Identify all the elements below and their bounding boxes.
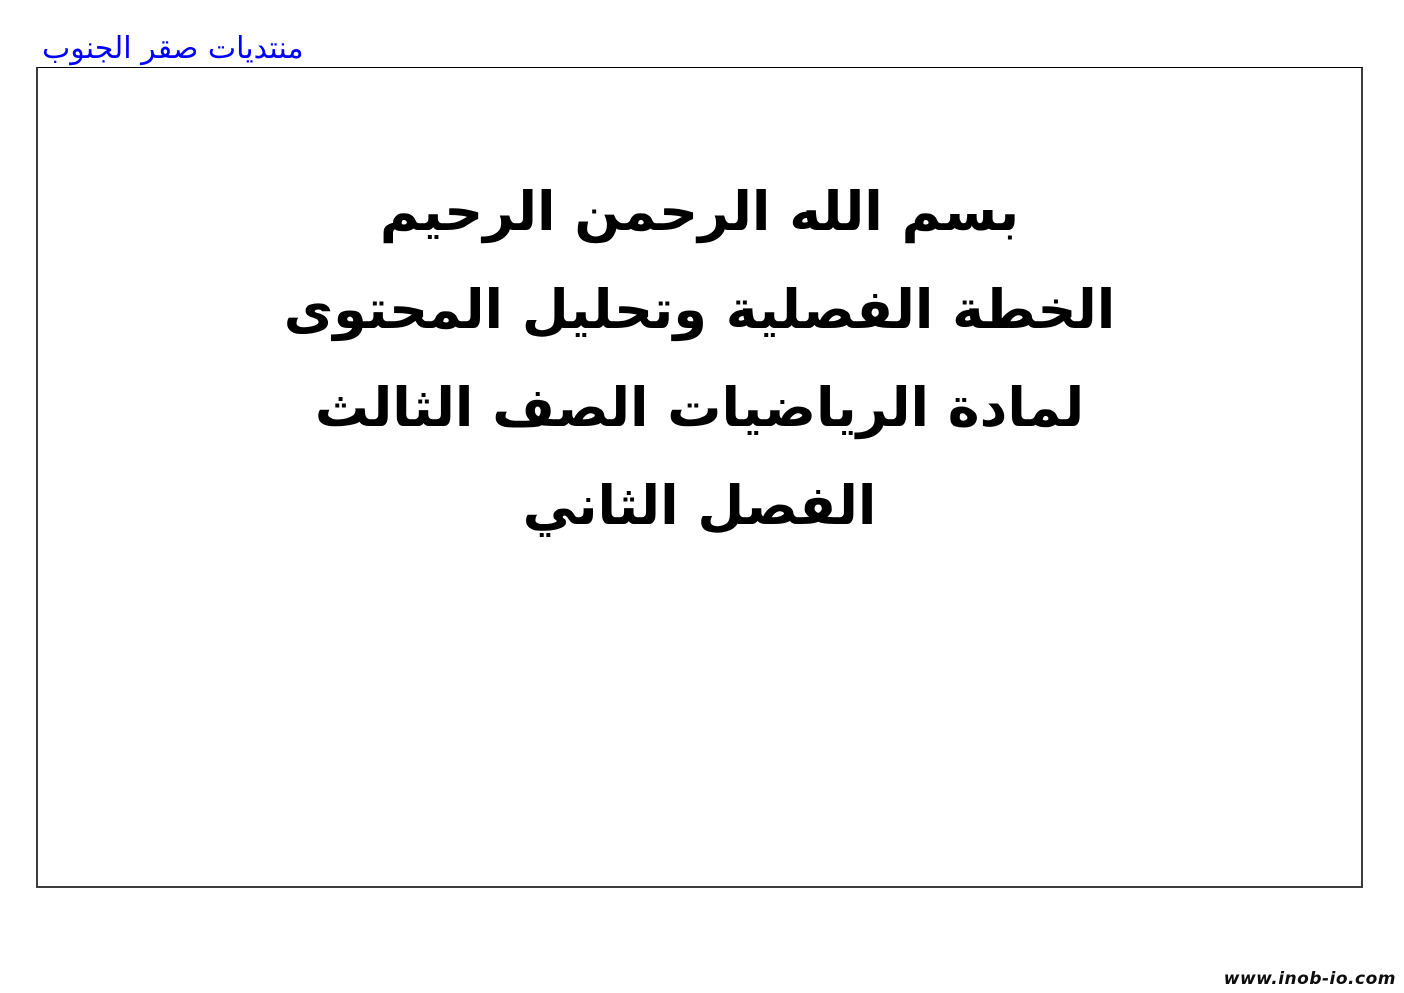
subject-grade-line: لمادة الرياضيات الصف الثالث [314, 376, 1085, 439]
document-border-frame [36, 67, 1363, 888]
semester-line: الفصل الثاني [522, 474, 877, 537]
title-block [38, 163, 1361, 555]
plan-title-line: الخطة الفصلية وتحليل المحتوى [283, 278, 1116, 341]
forum-link[interactable]: منتديات صقر الجنوب [42, 31, 304, 66]
bismillah-line: بسم الله الرحمن الرحيم [379, 180, 1020, 243]
site-watermark: www.inob-io.com [1223, 969, 1396, 989]
